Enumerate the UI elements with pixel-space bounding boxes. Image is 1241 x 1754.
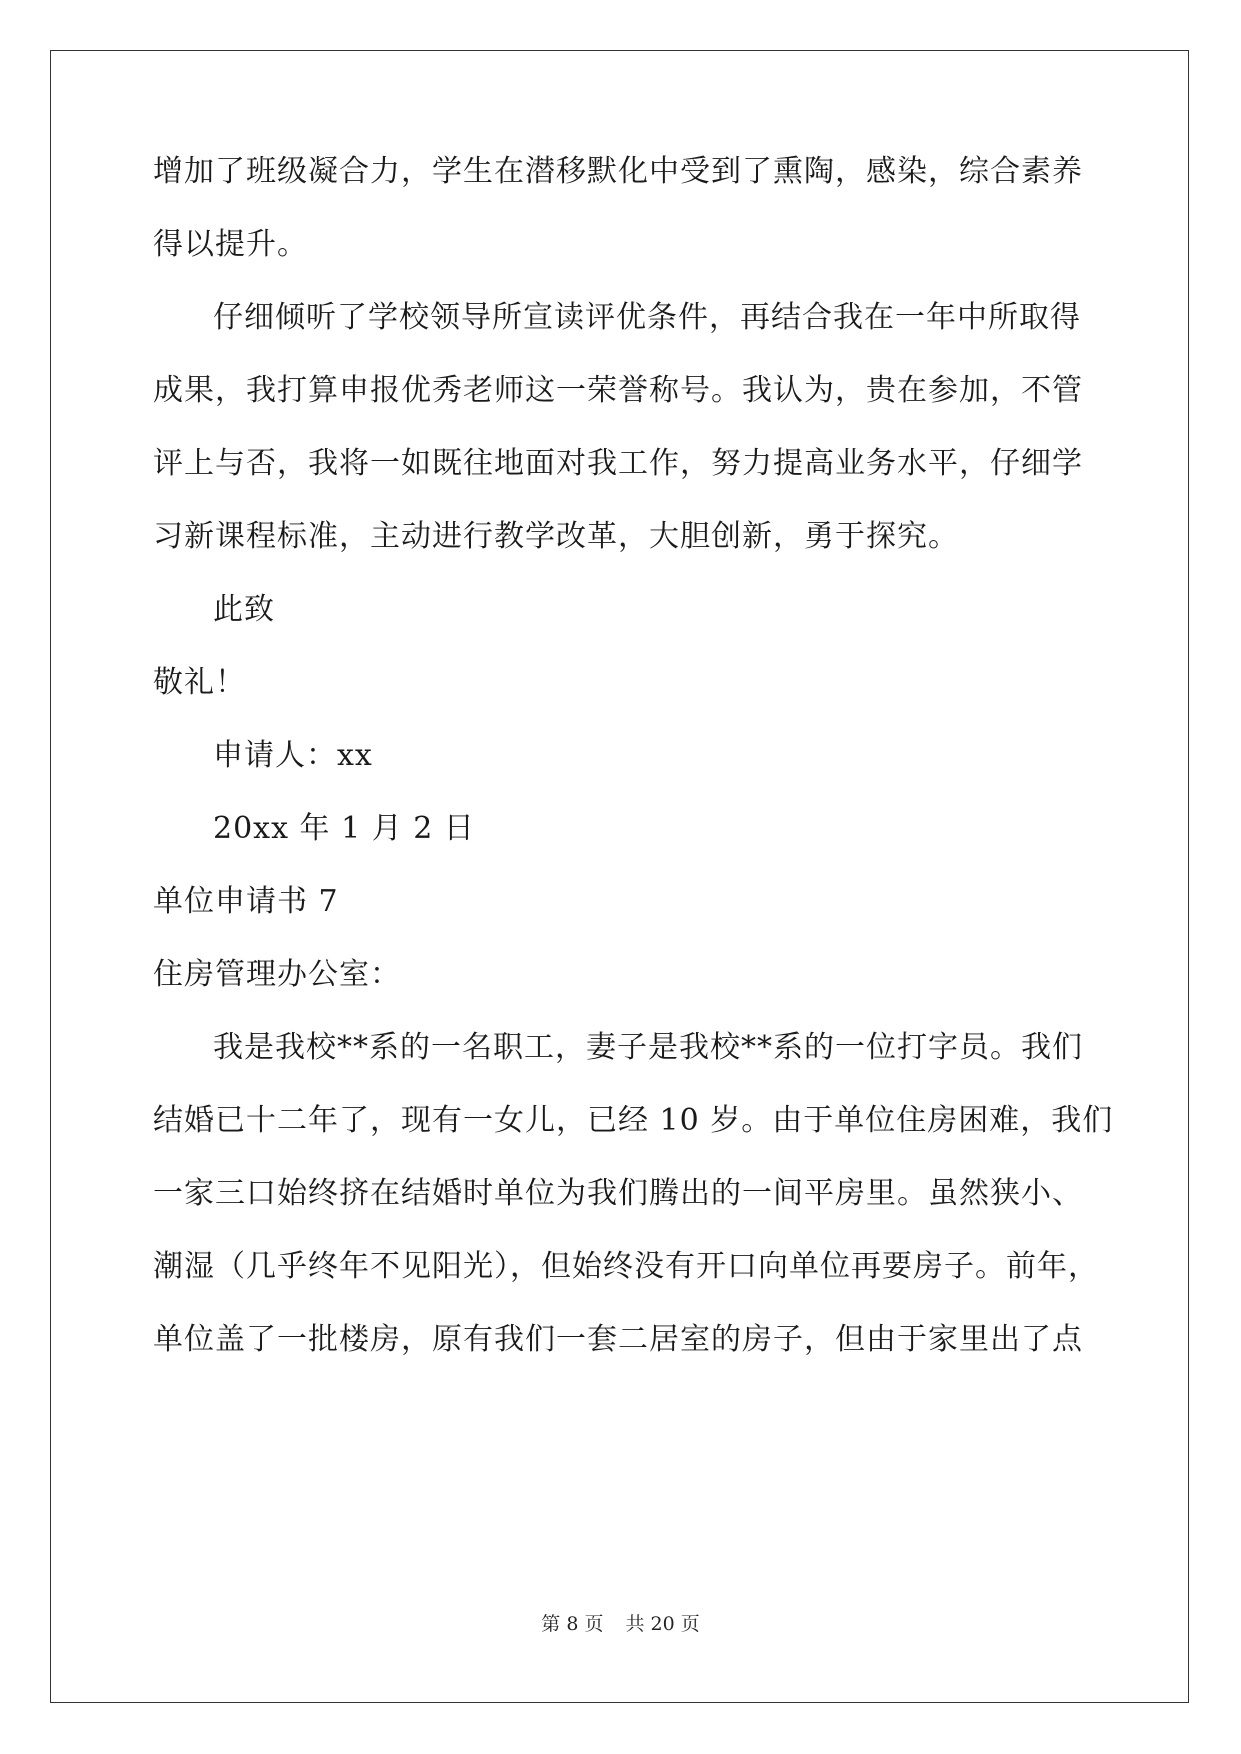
- paragraph-line: 我是我校**系的一名职工，妻子是我校**系的一位打字员。我们: [213, 1030, 1083, 1065]
- paragraph-line: 成果，我打算申报优秀老师这一荣誉称号。我认为，贵在参加，不管: [153, 373, 1083, 408]
- closing-salutation: 此致: [213, 592, 275, 627]
- closing-regards: 敬礼！: [153, 665, 246, 700]
- page-footer: [0, 1612, 1241, 1636]
- paragraph-line: 单位盖了一批楼房，原有我们一套二居室的房子，但由于家里出了点: [153, 1322, 1083, 1357]
- signature-date: 20xx 年 1 月 2 日: [213, 811, 475, 846]
- paragraph-line: 仔细倾听了学校领导所宣读评优条件，再结合我在一年中所取得: [213, 300, 1081, 335]
- letter-recipient: 住房管理办公室：: [153, 957, 401, 992]
- paragraph-line: 潮湿（几乎终年不见阳光），但始终没有开口向单位再要房子。前年，: [153, 1249, 1099, 1284]
- applicant-signature: 申请人：xx: [213, 738, 373, 773]
- page-total: 共 20 页: [625, 1613, 700, 1635]
- paragraph-line: 习新课程标准，主动进行教学改革，大胆创新，勇于探究。: [153, 519, 959, 554]
- page-number: 第 8 页: [541, 1613, 604, 1635]
- paragraph-line: 评上与否，我将一如既往地面对我工作，努力提高业务水平，仔细学: [153, 446, 1083, 481]
- paragraph-line: 结婚已十二年了，现有一女儿，已经 10 岁。由于单位住房困难，我们: [153, 1103, 1114, 1138]
- paragraph-line: 得以提升。: [153, 227, 308, 262]
- paragraph-line: 一家三口始终挤在结婚时单位为我们腾出的一间平房里。虽然狭小、: [153, 1176, 1083, 1211]
- paragraph-line: 增加了班级凝合力，学生在潜移默化中受到了熏陶，感染，综合素养: [153, 154, 1083, 189]
- section-heading: 单位申请书 7: [153, 884, 339, 919]
